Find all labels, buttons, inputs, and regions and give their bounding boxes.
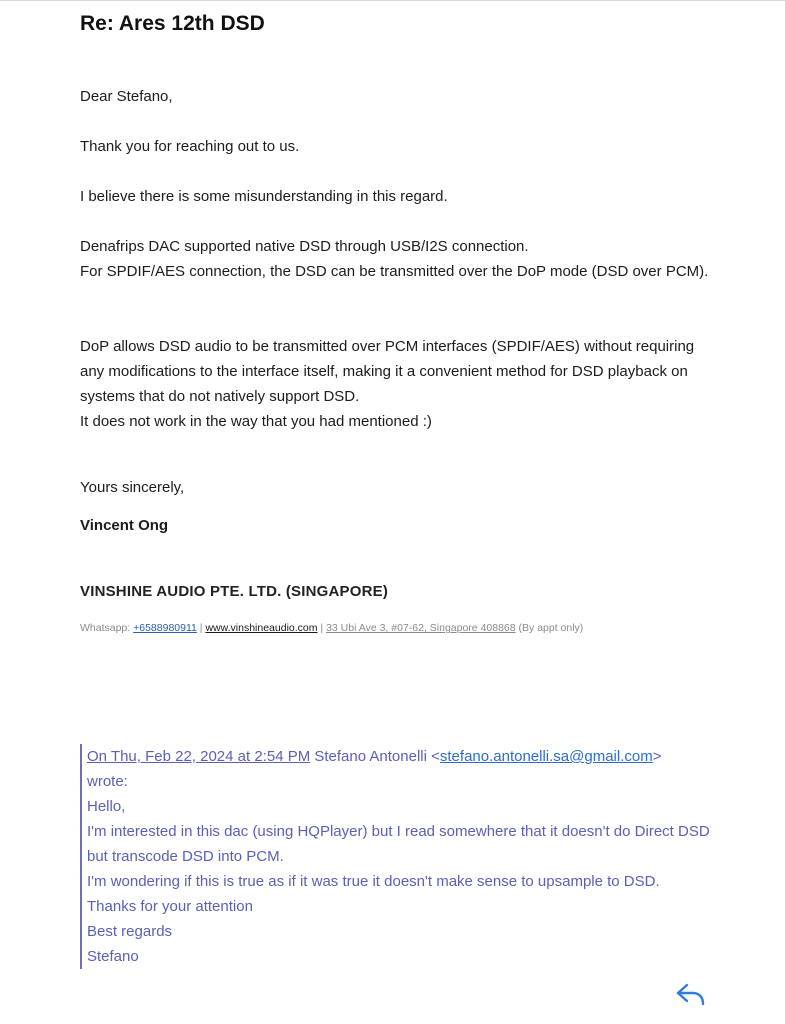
paragraph-native-dsd: Denafrips DAC supported native DSD through USB/I2S connection.	[80, 238, 529, 255]
quote-line: I'm wondering if this is true as if it was true it doesn't make sense to upsample to DSD.	[87, 873, 660, 890]
address-link[interactable]: 33 Ubi Ave 3, #07-62, Singapore 408868	[326, 622, 516, 634]
email-paragraph	[80, 134, 720, 159]
quote-wrote: wrote:	[87, 773, 128, 790]
quote-header	[87, 744, 717, 769]
closing-text: Yours sincerely,	[80, 479, 185, 496]
reply-icon	[676, 980, 706, 1008]
quote-line: I'm interested in this dac (using HQPlayer) but I read somewhere that it doesn't do Direct DSD but transcode DSD into PCM.	[87, 823, 710, 865]
quote-author: Stefano Antonelli <	[310, 748, 440, 765]
paragraph-not-work: It does not work in the way that you had mentioned :)	[80, 413, 432, 430]
email-closing	[80, 475, 720, 500]
whatsapp-label: Whatsapp:	[80, 622, 134, 634]
company-name: VINSHINE AUDIO PTE. LTD. (SINGAPORE)	[80, 583, 389, 600]
paragraph-dop-explain: DoP allows DSD audio to be transmitted over PCM interfaces (SPDIF/AES) without requiring any modifications to the interface itself, making it a convenient method for DSD playback on systems that do not natively support DSD.	[80, 338, 695, 405]
sender-name	[80, 513, 720, 538]
website-link[interactable]: www.vinshineaudio.com	[205, 622, 318, 634]
quote-line: Best regards	[87, 923, 173, 940]
email-greeting	[80, 84, 720, 109]
sender-name-text: Vincent Ong	[80, 517, 169, 534]
appointment-note: (By appt only)	[515, 622, 584, 634]
separator: |	[317, 622, 327, 634]
quote-line: Thanks for your attention	[87, 898, 253, 915]
quoted-message	[80, 744, 717, 969]
email-paragraph	[80, 184, 720, 209]
paragraph-thanks: Thank you for reaching out to us.	[80, 138, 300, 155]
quote-line: Stefano	[87, 948, 139, 965]
quote-email-link[interactable]: stefano.antonelli.sa@gmail.com	[439, 748, 653, 765]
greeting-text: Dear Stefano,	[80, 88, 173, 105]
signature-contact-line	[80, 622, 583, 634]
phone-link[interactable]: +6588980911	[133, 622, 197, 634]
separator: |	[196, 622, 206, 634]
paragraph-misunderstanding: I believe there is some misunderstanding in this regard.	[80, 188, 448, 205]
quote-date-link[interactable]: On Thu, Feb 22, 2024 at 2:54 PM	[87, 748, 311, 765]
email-subject: Re: Ares 12th DSD	[80, 12, 265, 35]
paragraph-dop-mode: For SPDIF/AES connection, the DSD can be transmitted over the DoP mode (DSD over PCM).	[80, 263, 709, 280]
quote-line: Hello,	[87, 798, 126, 815]
quote-author-end: >	[652, 748, 662, 765]
email-paragraph	[80, 334, 710, 434]
window-top-border	[0, 0, 785, 1]
reply-button[interactable]	[676, 980, 706, 1008]
email-paragraph	[80, 234, 720, 284]
